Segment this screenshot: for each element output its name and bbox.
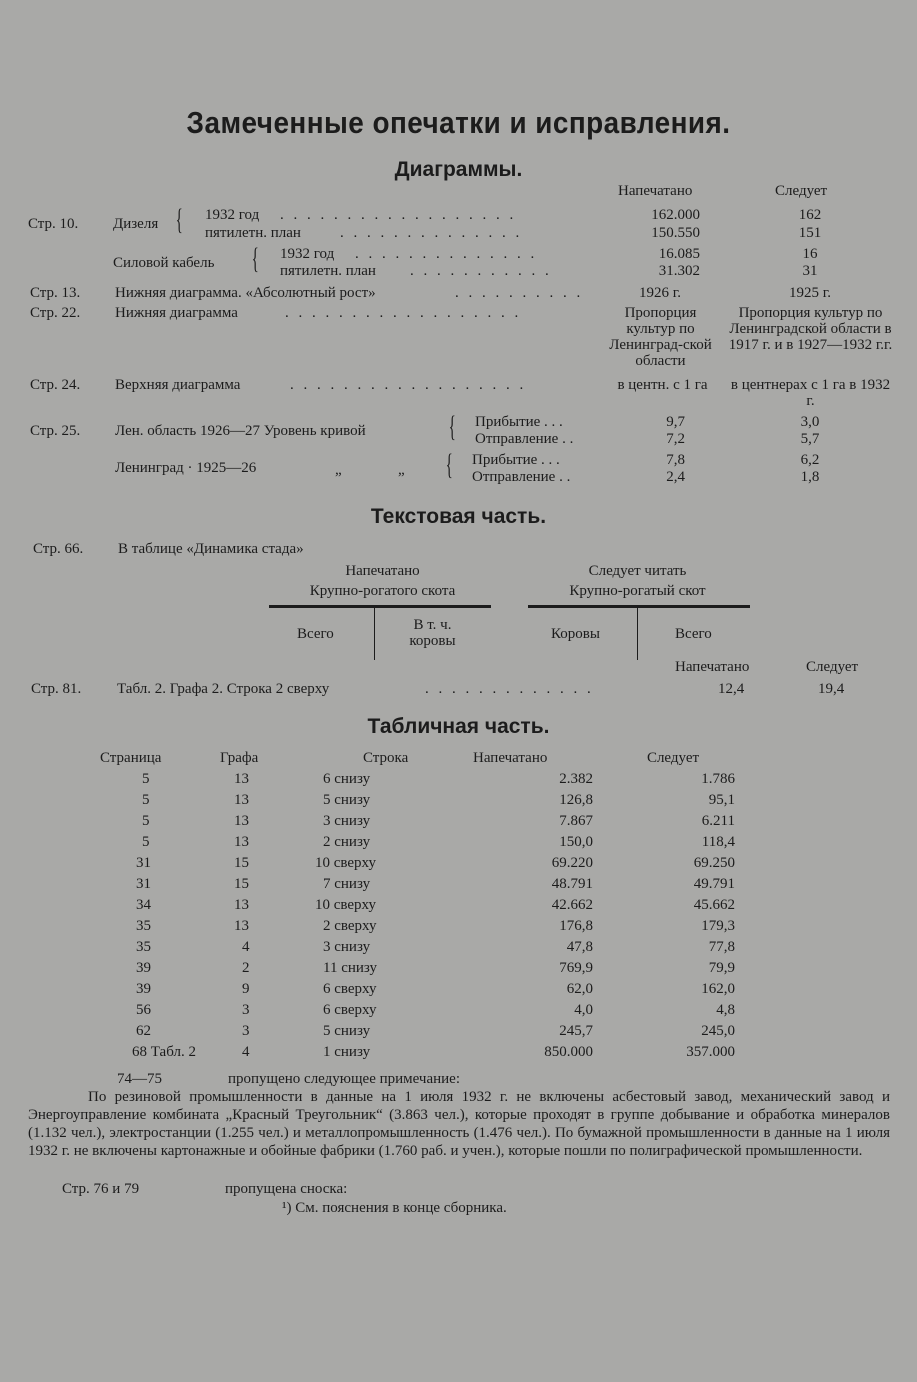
- cell-row: 2 снизу: [323, 834, 371, 850]
- item-label: Силовой кабель: [113, 255, 215, 271]
- table-row: [100, 1042, 753, 1063]
- should-value: 16: [802, 246, 818, 262]
- cell-column: 13: [234, 897, 249, 913]
- page-ref: Стр. 24.: [30, 377, 81, 393]
- brace: {: [448, 410, 456, 443]
- row-label: Прибытие . . .: [472, 452, 560, 468]
- cell-printed: 4,0: [574, 1002, 593, 1018]
- cell-column: 4: [242, 1044, 250, 1060]
- row-label: 1932 год: [205, 207, 260, 223]
- column-divider: [374, 608, 375, 660]
- printed-subheader: Крупно-рогатого скота: [309, 583, 456, 599]
- printed-value: 150.550: [651, 225, 700, 241]
- table-row: [100, 853, 753, 874]
- cell-row: 1 снизу: [323, 1044, 371, 1060]
- cell-should: 118,4: [701, 834, 735, 850]
- rule: [269, 605, 491, 608]
- should-value: 31: [802, 263, 818, 279]
- cell-row: 6 сверху: [323, 981, 377, 997]
- brace: {: [445, 448, 453, 481]
- item-label: Верхняя диаграмма: [115, 377, 241, 393]
- printed-value: 16.085: [658, 246, 700, 262]
- cell-row: 6 снизу: [323, 771, 371, 787]
- row-label: Отправление . .: [475, 431, 574, 447]
- cell-row: 3 снизу: [323, 813, 371, 829]
- cell-page: 39: [136, 981, 151, 997]
- cell-page: 5: [142, 834, 150, 850]
- brace: {: [175, 203, 183, 236]
- col-label: Коровы: [551, 626, 600, 642]
- table-row: [100, 790, 753, 811]
- cell-column: 2: [242, 960, 250, 976]
- printed-value: в центн. с 1 га: [617, 377, 708, 393]
- note-paragraph: По резиновой промышленности в данные на 1 июля 1932 г. не включены асбестовый завод, механический завод и Энергоуправление комбината „Красный Треугольник“ (3.863 чел.), которые проходят в группе добывание и обработка минералов (1.132 чел.), электростанции (1.255 чел.) и металлопромышленность (1.476 чел.). По бумажной промышленности в данные на 1 июля 1932 г. не включены картонажные и обойные фабрики (1.760 раб. и учен.), которые пошли по полиграфической промышленности.: [28, 1089, 890, 1159]
- header-printed: Напечатано: [473, 750, 548, 766]
- cell-row: 5 снизу: [323, 792, 371, 808]
- cell-row: 5 снизу: [323, 1023, 371, 1039]
- brace: {: [251, 242, 259, 275]
- cell-printed: 7.867: [559, 813, 593, 829]
- printed-value: 162.000: [651, 207, 700, 223]
- cell-column: 13: [234, 834, 249, 850]
- cell-row: 10 сверху: [315, 855, 376, 871]
- cell-should: 49.791: [693, 876, 735, 892]
- col-label: В т. ч. коровы: [409, 617, 456, 649]
- item-label: пропущена сноска:: [225, 1181, 348, 1197]
- cell-printed: 245,7: [559, 1023, 593, 1039]
- cell-column: 4: [242, 939, 250, 955]
- cell-row: 6 сверху: [323, 1002, 377, 1018]
- cell-column: 15: [234, 876, 249, 892]
- cell-printed: 62,0: [566, 981, 593, 997]
- cell-should: 162,0: [701, 981, 735, 997]
- table-row: [100, 874, 753, 895]
- table-row: [100, 1021, 753, 1042]
- should-value: Пропорция культур по Ленинградской области в 1917 г. и в 1927—1932 г.г.: [728, 305, 893, 353]
- cell-column: 15: [234, 855, 249, 871]
- printed-value: 1926 г.: [639, 285, 681, 301]
- row-label: 1932 год: [280, 246, 335, 262]
- cell-column: 13: [234, 792, 249, 808]
- cell-row: 7 снизу: [323, 876, 371, 892]
- cell-row: 11 снизу: [323, 960, 378, 976]
- should-value: 151: [798, 225, 822, 241]
- cell-printed: 850.000: [544, 1044, 593, 1060]
- rule: [528, 605, 750, 608]
- cell-should: 4,8: [716, 1002, 735, 1018]
- item-label: В таблице «Динамика стада»: [118, 541, 304, 557]
- item-label: Нижняя диаграмма. «Абсолютный рост»: [115, 285, 376, 301]
- printed-value: 31.302: [658, 263, 700, 279]
- row-label: пятилетн. план: [280, 263, 376, 279]
- cell-printed: 69.220: [551, 855, 593, 871]
- col-header-should: Следует: [806, 659, 859, 675]
- column-divider: [637, 608, 638, 660]
- cell-should: 77,8: [708, 939, 735, 955]
- table-row: [100, 979, 753, 1000]
- leader-dots: . . . . . . . . . . . . . . . . . .: [285, 305, 522, 321]
- printed-value: 12,4: [718, 681, 745, 697]
- cell-page: 5: [142, 792, 150, 808]
- printed-value: 2,4: [666, 469, 685, 485]
- leader-dots: . . . . . . . . . . . . . . . . . .: [280, 207, 517, 223]
- cell-column: 13: [234, 771, 249, 787]
- should-value: 19,4: [818, 681, 845, 697]
- printed-value: Пропорция культур по Ленинград-ской области: [609, 305, 712, 369]
- cell-should: 95,1: [708, 792, 735, 808]
- cell-page: 5: [142, 813, 150, 829]
- cell-page: 31: [136, 855, 151, 871]
- cell-column: 9: [242, 981, 250, 997]
- cell-page: 5: [142, 771, 150, 787]
- col-header-printed: Напечатано: [675, 659, 750, 675]
- cell-page: 34: [136, 897, 151, 913]
- row-label: Отправление . .: [472, 469, 571, 485]
- cell-column: 3: [242, 1023, 250, 1039]
- ditto-mark: „: [398, 462, 405, 478]
- item-label: Дизеля: [113, 216, 159, 232]
- cell-row: 10 сверху: [315, 897, 376, 913]
- item-label: Лен. область 1926—27 Уровень кривой: [115, 423, 366, 439]
- should-subheader: Крупно-рогатый скот: [569, 583, 706, 599]
- page-ref: Стр. 66.: [33, 541, 84, 557]
- leader-dots: . . . . . . . . . . . . . .: [355, 246, 538, 262]
- cell-column: 13: [234, 813, 249, 829]
- page-ref: Стр. 22.: [30, 305, 81, 321]
- cell-printed: 126,8: [559, 792, 593, 808]
- page-ref: Стр. 13.: [30, 285, 81, 301]
- footnote: ¹) См. пояснения в конце сборника.: [282, 1200, 507, 1216]
- col-header-should: Следует: [775, 183, 828, 199]
- should-value: 5,7: [800, 431, 820, 447]
- should-value: 1925 г.: [789, 285, 831, 301]
- cell-printed: 47,8: [566, 939, 593, 955]
- cell-row: 2 сверху: [323, 918, 377, 934]
- cell-should: 79,9: [708, 960, 735, 976]
- cell-should: 357.000: [686, 1044, 735, 1060]
- should-value: в центнерах с 1 га в 1932 г.: [730, 377, 891, 409]
- cell-printed: 769,9: [559, 960, 593, 976]
- cell-page: 39: [136, 960, 151, 976]
- leader-dots: . . . . . . . . . . . . . . . . . .: [290, 377, 527, 393]
- page-ref: Стр. 10.: [28, 216, 79, 232]
- cell-page: 31: [136, 876, 151, 892]
- cell-page: 35: [136, 939, 151, 955]
- should-value: 3,0: [800, 414, 820, 430]
- item-label: Нижняя диаграмма: [115, 305, 238, 321]
- cell-printed: 42.662: [551, 897, 593, 913]
- page-ref: Стр. 76 и 79: [62, 1181, 140, 1197]
- table-row: [100, 937, 753, 958]
- table-row: [100, 895, 753, 916]
- cell-should: 6.211: [701, 813, 735, 829]
- printed-header: Напечатано: [345, 563, 420, 579]
- cell-should: 1.786: [701, 771, 735, 787]
- leader-dots: . . . . . . . . . .: [455, 285, 584, 301]
- cell-should: 45.662: [693, 897, 735, 913]
- should-header: Следует читать: [588, 563, 687, 579]
- should-value: 1,8: [800, 469, 820, 485]
- page-ref: Стр. 25.: [30, 423, 81, 439]
- header-column: Графа: [220, 750, 259, 766]
- section-heading-table: Табличная часть.: [367, 715, 550, 738]
- printed-value: 7,8: [666, 452, 685, 468]
- page-ref: Стр. 81.: [31, 681, 82, 697]
- item-label: пропущено следующее примечание:: [228, 1071, 461, 1087]
- cell-column: 3: [242, 1002, 250, 1018]
- header-row: Строка: [363, 750, 409, 766]
- cell-printed: 150,0: [559, 834, 593, 850]
- table-row: [100, 958, 753, 979]
- cell-printed: 2.382: [559, 771, 593, 787]
- table-row: [100, 832, 753, 853]
- item-label: Ленинград · 1925—26: [115, 460, 257, 476]
- cell-should: 179,3: [701, 918, 735, 934]
- cell-page: 35: [136, 918, 151, 934]
- should-value: 6,2: [800, 452, 820, 468]
- cell-page: 56: [136, 1002, 151, 1018]
- cell-column: 13: [234, 918, 249, 934]
- table-header-row: [100, 748, 753, 769]
- row-label: пятилетн. план: [205, 225, 301, 241]
- errata-table: [100, 748, 753, 1063]
- cell-printed: 48.791: [551, 876, 593, 892]
- cell-printed: 176,8: [559, 918, 593, 934]
- leader-dots: . . . . . . . . . . .: [410, 263, 552, 279]
- printed-value: 9,7: [666, 414, 685, 430]
- leader-dots: . . . . . . . . . . . . . .: [340, 225, 523, 241]
- page-title: Замеченные опечатки и исправления.: [186, 105, 731, 140]
- table-row: [100, 811, 753, 832]
- section-heading-diagrams: Диаграммы.: [394, 158, 523, 181]
- col-label: Всего: [675, 626, 712, 642]
- section-heading-text: Текстовая часть.: [370, 505, 547, 528]
- cell-should: 69.250: [693, 855, 735, 871]
- cell-page: 62: [136, 1023, 151, 1039]
- cell-page: 68 Табл. 2: [132, 1044, 196, 1060]
- cell-row: 3 снизу: [323, 939, 371, 955]
- leader-dots: . . . . . . . . . . . . .: [425, 681, 594, 697]
- table-row: [100, 769, 753, 790]
- table-row: [100, 1000, 753, 1021]
- printed-value: 7,2: [666, 431, 685, 447]
- header-page: Страница: [100, 750, 162, 766]
- col-label: Всего: [297, 626, 334, 642]
- row-label: Прибытие . . .: [475, 414, 563, 430]
- should-value: 162: [798, 207, 822, 223]
- col-header-printed: Напечатано: [618, 183, 693, 199]
- cell-should: 245,0: [701, 1023, 735, 1039]
- item-label: Табл. 2. Графа 2. Строка 2 сверху: [117, 681, 330, 697]
- header-should: Следует: [646, 750, 700, 766]
- ditto-mark: „: [335, 462, 342, 478]
- page-ref: 74—75: [117, 1071, 162, 1087]
- table-row: [100, 916, 753, 937]
